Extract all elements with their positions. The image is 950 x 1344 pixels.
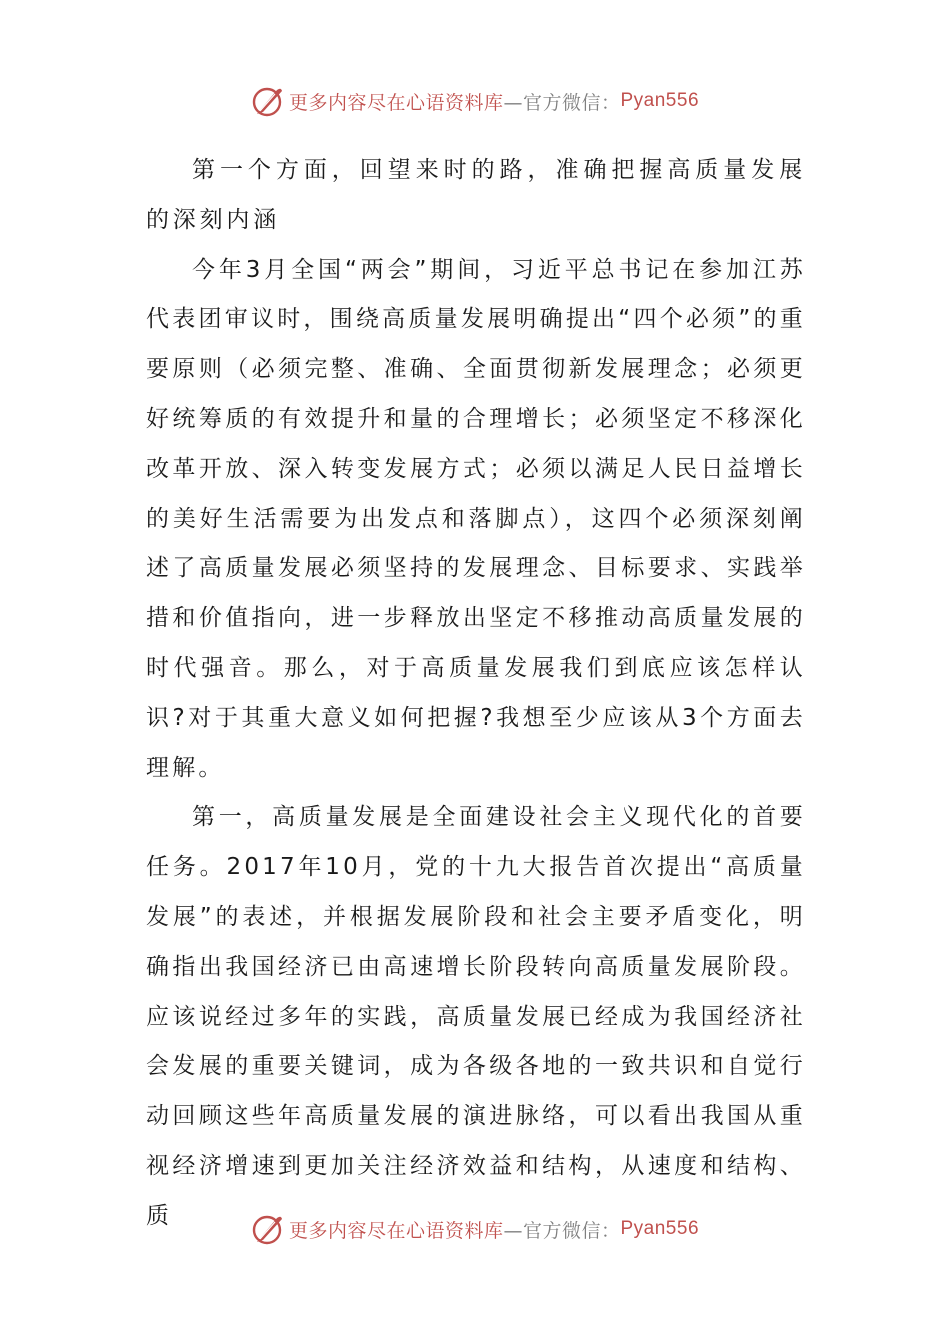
watermark-footer [0, 1212, 950, 1246]
paragraph-2: 第一，高质量发展是全面建设社会主义现代化的首要任务。2017年10月，党的十九大报告首次提出“高质量发展”的表述，并根据发展阶段和社会主要矛盾变化，明确指出我国经济已由高速增长阶段转向高质量发展阶段。应该说经过多年的实践，高质量发展已经成为我国经济社会发展的重要关键词，成为各级各地的一致共识和自觉行动回顾这些年高质量发展的演进脉络，可以看出我国从重视经济增速到更加关注经济效益和结构，从速度和结构、质 [146, 804, 806, 1229]
quill-pen-logo-icon [251, 1212, 285, 1246]
watermark-wechat-id: Pyan556 [620, 1218, 700, 1239]
watermark-official-text: —官方微信： [503, 1219, 621, 1242]
quill-pen-logo-icon [251, 84, 285, 118]
watermark-wechat-id: Pyan556 [620, 90, 700, 111]
paragraph-1: 今年3月全国“两会”期间，习近平总书记在参加江苏代表团审议时，围绕高质量发展明确提出“四个必须”的重要原则（必须完整、准确、全面贯彻新发展理念；必须更好统筹质的有效提升和量的合理增长；必须坚定不移深化改革开放、深入转变发展方式；必须以满足人民日益增长的美好生活需要为出发点和落脚点），这四个必须深刻阐述了高质量发展必须坚持的发展理念、目标要求、实践举措和价值指向，进一步释放出坚定不移推动高质量发展的时代强音。那么，对于高质量发展我们到底应该怎样认识?对于其重大意义如何把握?我想至少应该从3个方面去理解。 [146, 256, 806, 781]
watermark-site-text: 更多内容尽在心语资料库 [288, 91, 504, 114]
watermark-header [0, 84, 950, 118]
section-heading: 第一个方面，回望来时的路，准确把握高质量发展的深刻内涵 [146, 157, 806, 233]
document-body [146, 146, 806, 1242]
watermark-official-text: —官方微信： [503, 91, 621, 114]
watermark-site-text: 更多内容尽在心语资料库 [288, 1219, 504, 1242]
